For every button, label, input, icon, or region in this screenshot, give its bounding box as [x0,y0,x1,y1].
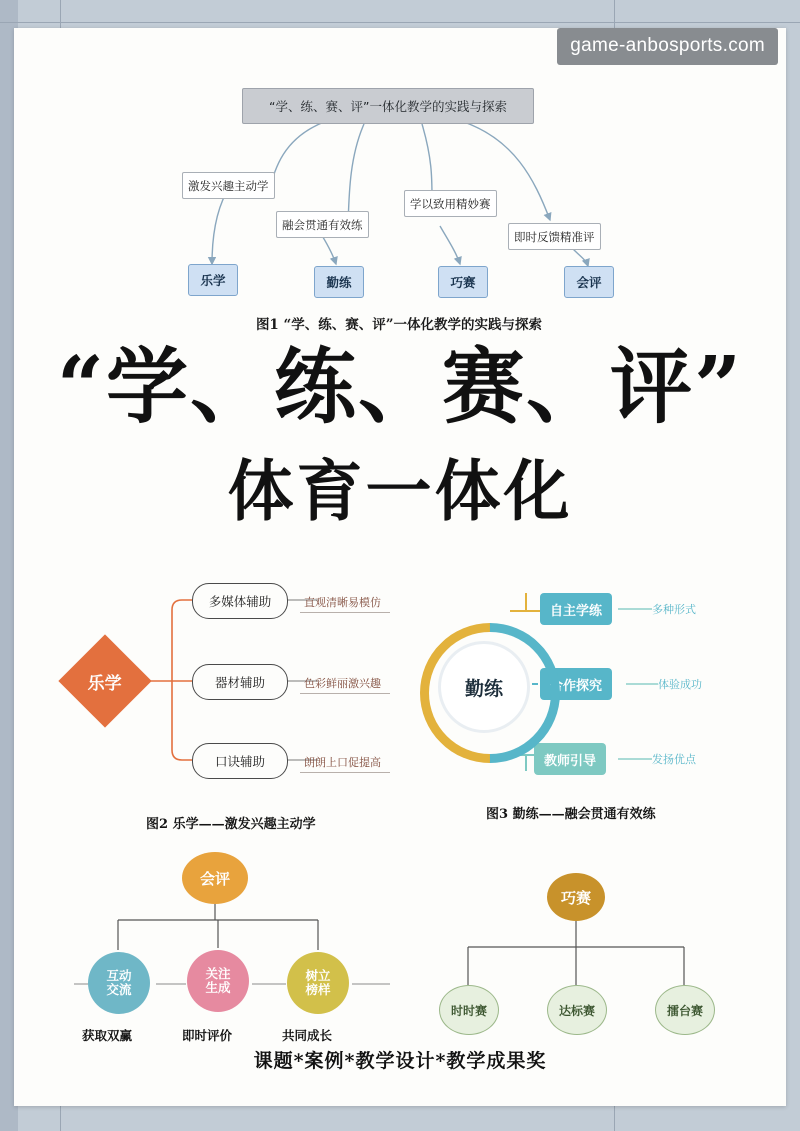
figure4-center-node: 会评 [182,852,248,904]
figure3-note-3: 发扬优点 [652,753,696,766]
figure2-item-3: 口诀辅助 [192,743,288,779]
figure3-note-1: 多种形式 [652,603,696,616]
figure3-caption: 图3 勤练——融会贯通有效练 [486,807,656,822]
figure4-sub-3: 共同成长 [282,1028,333,1043]
figure5-center-node: 巧赛 [547,873,605,921]
figure3-diagram [414,563,764,828]
figure2-note-underline-3 [300,772,390,773]
figure1-leaf-qiaosai: 巧赛 [438,266,488,298]
figure2-note-2: 色彩鲜丽激兴趣 [304,677,381,690]
figure5-node-1: 时时赛 [439,985,499,1035]
background-horizontal-line [0,22,800,23]
figure2-item-1: 多媒体辅助 [192,583,288,619]
figure1-caption: 图1 “学、练、赛、评”一体化教学的实践与探索 [255,317,543,333]
figure1-sub-3: 学以致用精妙赛 [404,190,497,217]
figure2-item-2: 器材辅助 [192,664,288,700]
figure1-leaf-huiping: 会评 [564,266,614,298]
footer-text: 课题*案例*教学设计*教学成果奖 [253,1050,547,1072]
figure2-diagram [50,568,410,832]
figure1-root-node: “学、练、赛、评”一体化教学的实践与探索 [242,88,534,124]
figure4-sub-1: 获取双赢 [82,1028,133,1043]
figure2-note-underline-1 [300,612,390,613]
figure4-node-1-label: 互动 交流 [106,967,132,997]
figure2-note-1: 直观清晰易模仿 [304,596,381,609]
figure4-node-3-label: 树立 榜样 [305,967,331,997]
figure3-item-2: 合作探究 [540,668,612,700]
figure3-item-1: 自主学练 [540,593,612,625]
document-card [14,28,786,1106]
figure4-sub-2: 即时评价 [182,1028,233,1043]
figure3-note-2: 体验成功 [658,678,702,691]
figure5-diagram [429,873,749,1063]
figure4-node-1 [88,952,150,1014]
figure2-center-label: 乐学 [88,673,122,694]
figure2-note-underline-2 [300,693,390,694]
figure4-diagram [74,848,404,1068]
figure1-leaf-lexue: 乐学 [188,264,238,296]
figure3-center-node: 勤练 [438,641,530,733]
watermark-label: game-anbosports.com [557,28,778,65]
figure2-caption: 图2 乐学——激发兴趣主动学 [146,817,316,832]
figure5-node-3: 擂台赛 [655,985,715,1035]
figure4-node-2-label: 关注 生成 [205,965,231,995]
figure2-note-3: 朗朗上口促提高 [304,756,381,769]
figure1-diagram [164,68,634,338]
headline-line-2: 体育一体化 [227,452,573,530]
figure1-sub-4: 即时反馈精准评 [508,223,601,250]
figure5-node-2: 达标赛 [547,985,607,1035]
figure1-sub-1: 激发兴趣主动学 [182,172,275,199]
figure4-node-2 [187,950,249,1012]
figure3-item-3: 教师引导 [534,743,606,775]
figure1-sub-2: 融会贯通有效练 [276,211,369,238]
figure4-node-3 [287,952,349,1014]
headline-line-1: “学、练、赛、评” [56,339,744,435]
figure1-leaf-qinlian: 勤练 [314,266,364,298]
